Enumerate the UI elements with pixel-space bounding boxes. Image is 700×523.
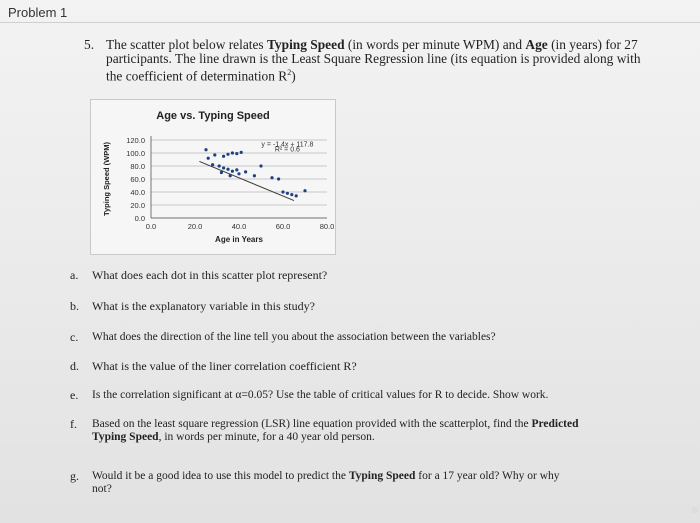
data-point <box>226 168 229 171</box>
equation-label: y = -1.4x + 117.8 <box>261 141 314 149</box>
problem-statement <box>84 38 644 83</box>
question-text: Is the correlation significant at α=0.05? Use the table of critical values for R to decide. Show work. <box>92 389 549 401</box>
typing-speed-term: Typing Speed <box>348 470 416 482</box>
question-letter: e. <box>70 388 79 402</box>
text-segment: for a 17 year old? Why or why not? <box>92 470 560 495</box>
r-squared-label: R² = 0.6 <box>274 146 300 154</box>
data-point <box>244 170 247 173</box>
data-point <box>240 151 243 154</box>
text-segment: , in words per minute, for a 40 year old person. <box>158 431 375 443</box>
scatter-chart <box>90 99 336 255</box>
y-tick-label: 60.0 <box>130 175 145 184</box>
x-axis-label: Age in Years <box>215 235 263 244</box>
text-segment: ) <box>291 68 296 84</box>
question-text: What is the value of the liner correlation coefficient R? <box>92 359 357 373</box>
x-tick-label: 0.0 <box>145 222 157 231</box>
question-text: What is the explanatory variable in this study? <box>92 299 315 313</box>
data-point <box>220 171 223 174</box>
data-point <box>222 166 225 169</box>
superscript: 2 <box>287 68 292 77</box>
regression-line <box>199 161 294 200</box>
data-point <box>259 164 262 167</box>
data-point <box>231 170 234 173</box>
page-title: Problem 1 <box>8 5 68 20</box>
data-point <box>235 152 238 155</box>
y-axis-label: Typing Speed (WPM) <box>102 141 111 217</box>
data-point <box>290 193 293 196</box>
question-letter: a. <box>70 268 79 282</box>
age-term: Age <box>525 37 548 52</box>
text-segment: (in words per minute WPM) and <box>344 37 526 52</box>
data-point <box>303 189 306 192</box>
question-letter: b. <box>70 299 79 313</box>
question-letter: c. <box>70 330 79 344</box>
header-bar <box>0 0 700 24</box>
x-tick-label: 80.0 <box>319 222 335 231</box>
question-text <box>92 418 602 444</box>
data-point <box>281 190 284 193</box>
question-letter: d. <box>70 359 79 373</box>
question-text: What does each dot in this scatter plot represent? <box>92 268 328 282</box>
data-point <box>237 172 240 175</box>
predicted-typing-speed-term: Predicted Typing Speed <box>92 418 579 443</box>
y-tick-label: 40.0 <box>130 188 145 197</box>
data-point <box>229 174 232 177</box>
y-tick-label: 20.0 <box>130 201 145 210</box>
x-tick-label: 20.0 <box>187 222 203 231</box>
x-tick-label: 40.0 <box>231 222 247 231</box>
problem-text <box>106 38 644 83</box>
question-text <box>92 470 572 496</box>
data-point <box>207 157 210 160</box>
data-point <box>277 177 280 180</box>
chart-title: Age vs. Typing Speed <box>156 110 270 122</box>
text-segment: Would it be a good idea to use this model to predict the <box>92 470 349 482</box>
data-point <box>204 148 207 151</box>
text-segment: Based on the least square regression (LSR) line equation provided with the scatterplot, find the <box>92 418 532 430</box>
data-point <box>286 192 289 195</box>
data-point <box>211 163 214 166</box>
data-point <box>253 174 256 177</box>
chart-canvas <box>91 100 335 254</box>
header-divider <box>0 22 700 23</box>
problem-number: 5. <box>84 37 95 52</box>
y-tick-label: 80.0 <box>130 162 145 171</box>
data-point <box>270 176 273 179</box>
typing-speed-term: Typing Speed <box>267 37 345 52</box>
y-tick-label: 0.0 <box>134 214 145 223</box>
data-point <box>218 164 221 167</box>
y-tick-label: 100.0 <box>126 149 145 158</box>
data-point <box>213 153 216 156</box>
data-point <box>235 168 238 171</box>
question-text: What does the direction of the line tell you about the association between the variables? <box>92 331 496 343</box>
text-segment: (in years) for 27 participants. The line drawn is the Least Square Regression line (its equation is provided along with the coefficient of determination R <box>106 37 641 84</box>
x-tick-label: 60.0 <box>275 222 291 231</box>
data-point <box>231 151 234 154</box>
question-letter: g. <box>70 469 79 483</box>
corner-mark <box>692 507 698 513</box>
data-point <box>222 155 225 158</box>
text-segment: The scatter plot below relates <box>106 37 267 52</box>
data-point <box>226 153 229 156</box>
y-tick-label: 120.0 <box>126 136 145 145</box>
question-letter: f. <box>70 417 77 431</box>
data-point <box>295 194 298 197</box>
